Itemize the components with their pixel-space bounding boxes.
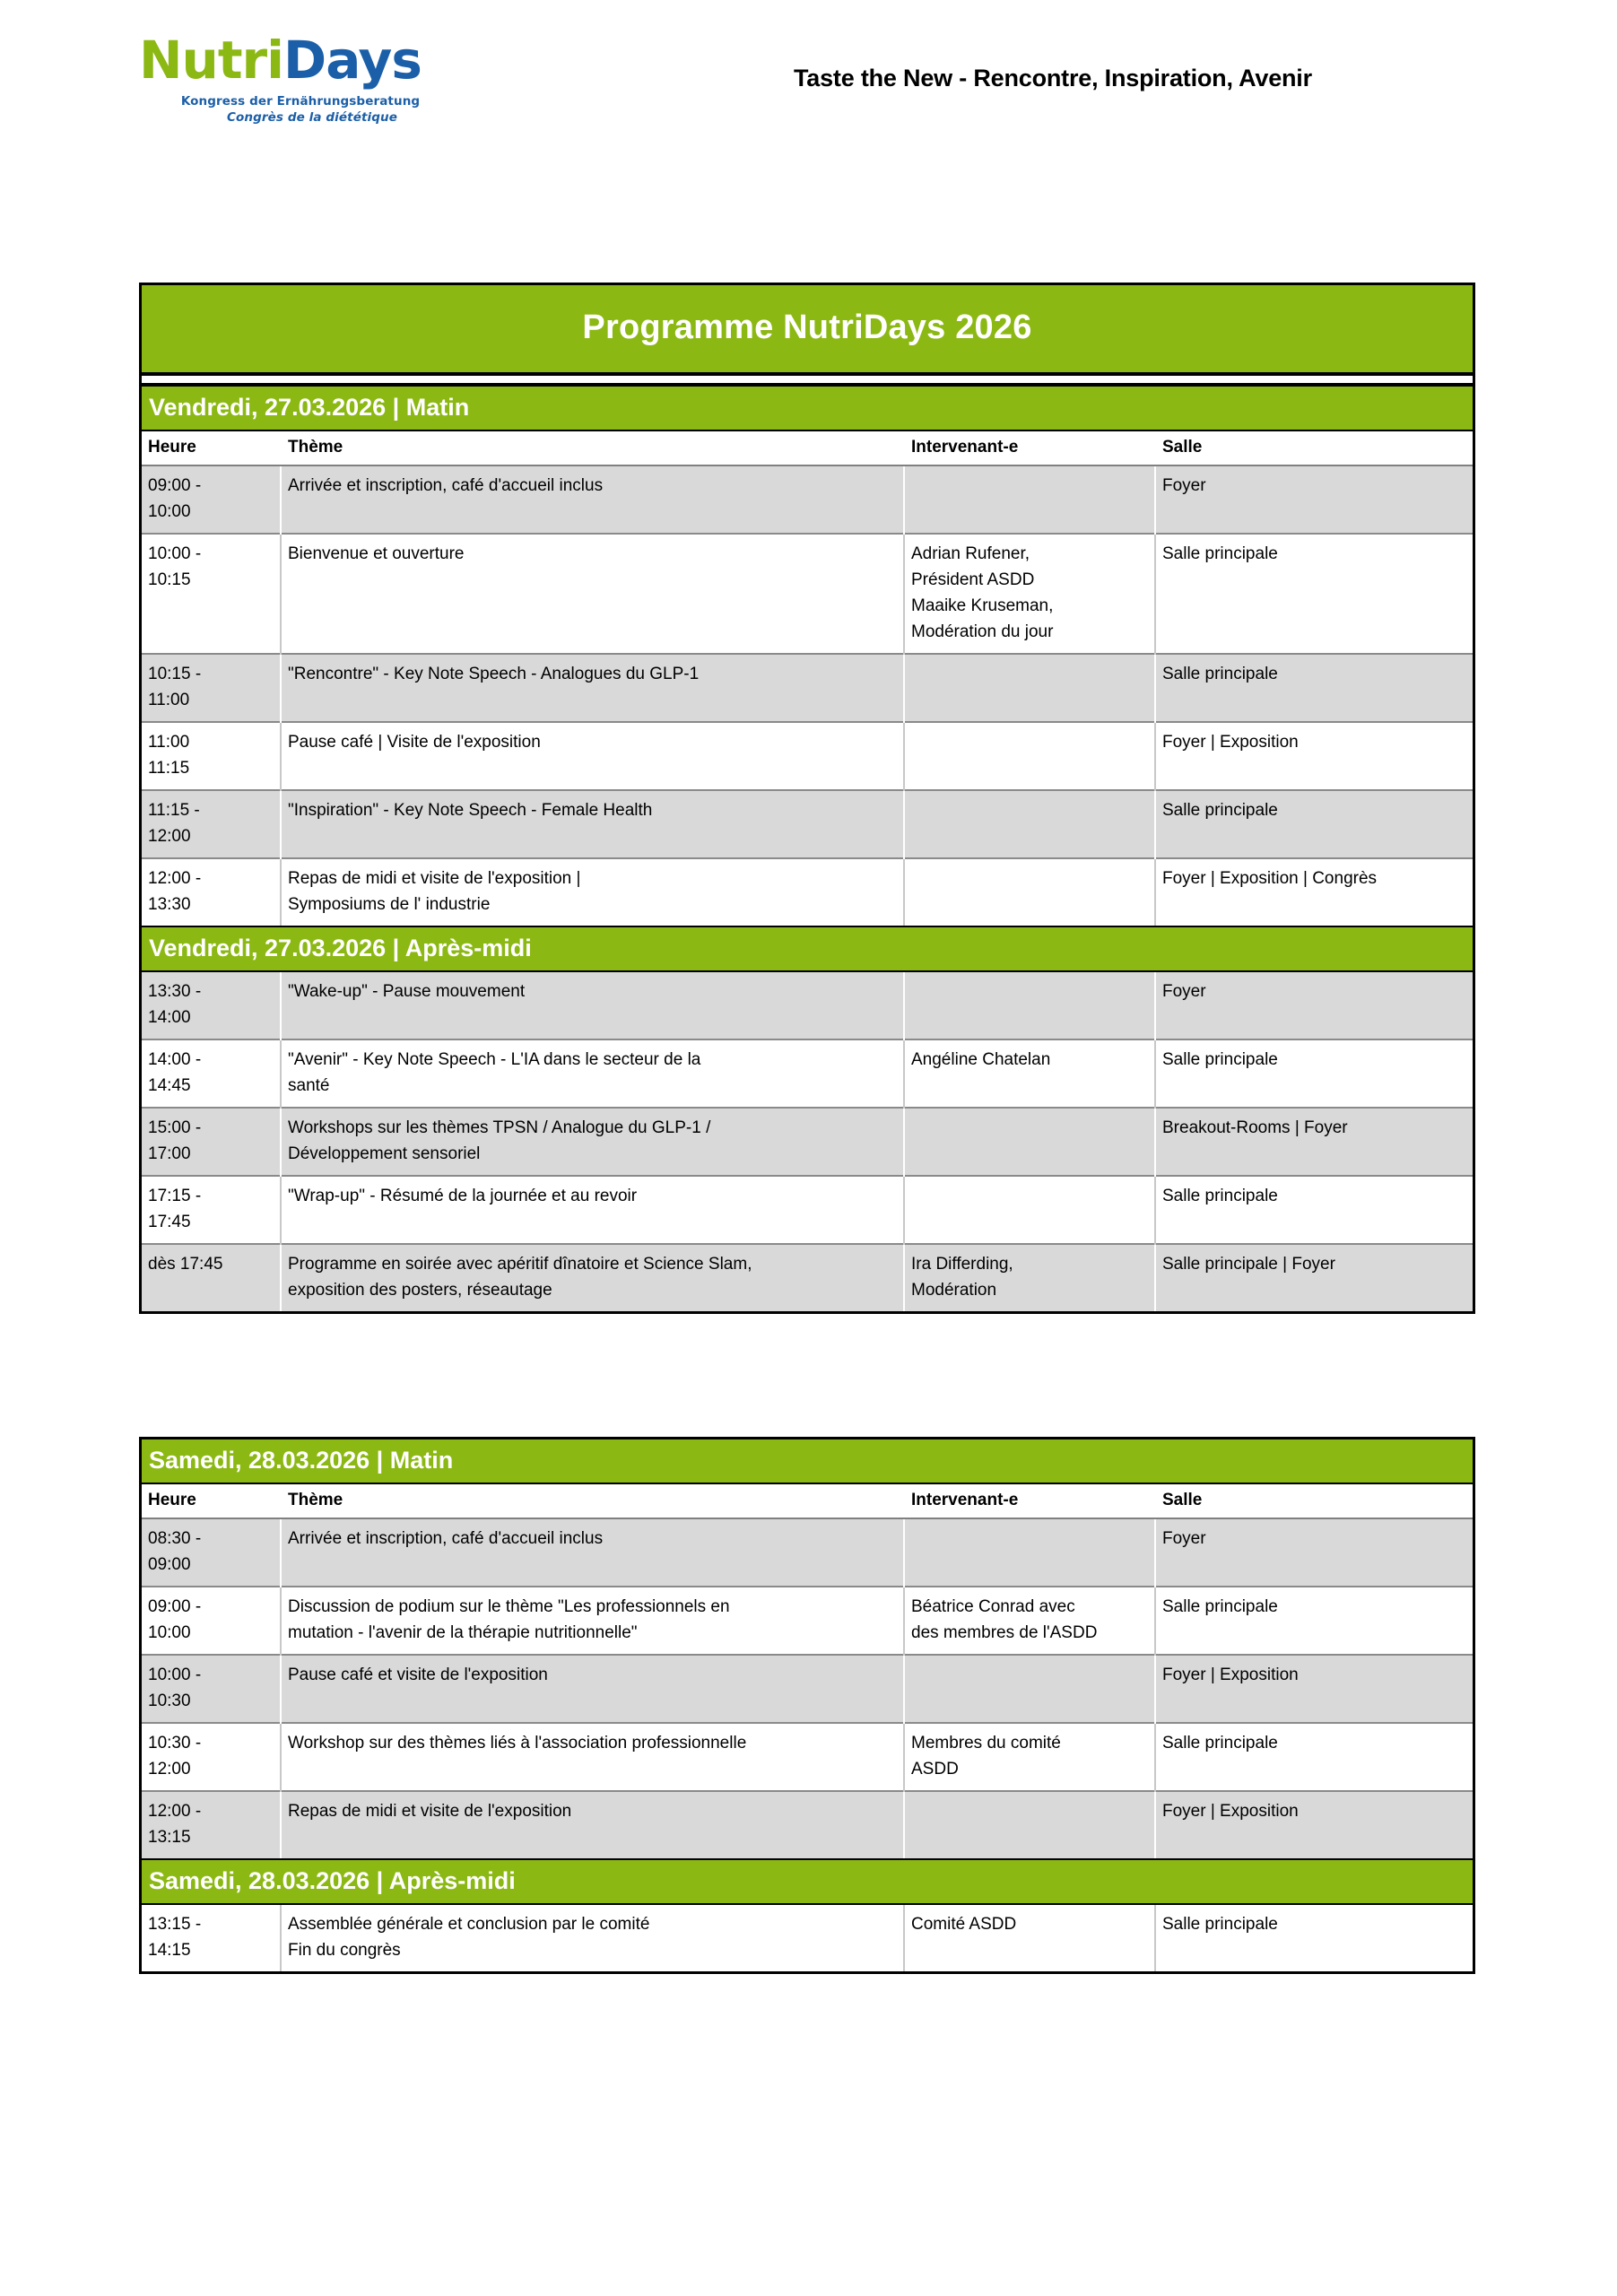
cell-salle [1155, 465, 1473, 534]
cell-line: 13:30 [148, 895, 191, 914]
cell-line: 13:15 [148, 1828, 191, 1847]
table-row [142, 465, 1473, 534]
cell-salle [1155, 1108, 1473, 1176]
cell-line: 08:30 - [148, 1529, 202, 1548]
table-row [142, 1518, 1473, 1587]
cell-line: Programme en soirée avec apéritif dînatoire et Science Slam, [288, 1255, 752, 1274]
column-header-theme: Thème [281, 431, 904, 465]
cell-line: Breakout-Rooms | Foyer [1162, 1118, 1348, 1137]
cell-line: Foyer [1162, 982, 1206, 1001]
page-title: Programme NutriDays 2026 [142, 285, 1473, 374]
cell-line: exposition des posters, réseautage [288, 1281, 552, 1300]
page-header [0, 0, 1617, 179]
cell-line: Béatrice Conrad avec [911, 1597, 1075, 1616]
cell-line: mutation - l'avenir de la thérapie nutritionnelle" [288, 1623, 638, 1642]
table-row [142, 858, 1473, 926]
cell-line: Foyer [1162, 476, 1206, 495]
cell-line: 10:00 - [148, 1665, 202, 1684]
table-row [142, 1655, 1473, 1723]
band-friday-morning: Vendredi, 27.03.2026 | Matin [142, 385, 1473, 431]
cell-line: Bienvenue et ouverture [288, 544, 465, 563]
cell-line: Modération du jour [911, 622, 1054, 641]
cell-heure [142, 1108, 281, 1176]
cell-salle [1155, 1723, 1473, 1791]
cell-intervenant [904, 1587, 1155, 1655]
logo-wordmark [139, 30, 462, 91]
cell-theme [281, 1905, 904, 1971]
column-header-salle: Salle [1155, 1484, 1473, 1518]
cell-line: Salle principale | Foyer [1162, 1255, 1335, 1274]
cell-theme [281, 972, 904, 1039]
column-header-heure: Heure [142, 431, 281, 465]
cell-line: Salle principale [1162, 1915, 1278, 1934]
cell-line: 13:15 - [148, 1915, 202, 1934]
cell-line: 10:30 - [148, 1734, 202, 1752]
cell-intervenant [904, 1244, 1155, 1311]
cell-line: 14:00 [148, 1008, 191, 1027]
cell-heure [142, 972, 281, 1039]
cell-line: ASDD [911, 1760, 959, 1779]
programme-table-friday [139, 283, 1475, 1314]
cell-theme [281, 1039, 904, 1108]
cell-line: 12:00 [148, 1760, 191, 1779]
cell-line: 14:00 - [148, 1050, 202, 1069]
cell-line: Foyer | Exposition [1162, 1802, 1299, 1821]
cell-salle [1155, 1587, 1473, 1655]
cell-heure [142, 1905, 281, 1971]
cell-heure [142, 1518, 281, 1587]
schedule-grid-friday-morning [142, 431, 1473, 926]
cell-line: Pause café et visite de l'exposition [288, 1665, 548, 1684]
cell-line: Workshop sur des thèmes liés à l'association professionnelle [288, 1734, 747, 1752]
cell-heure [142, 1039, 281, 1108]
cell-line: "Inspiration" - Key Note Speech - Female Health [288, 801, 653, 820]
cell-heure [142, 465, 281, 534]
cell-line: 10:30 [148, 1692, 191, 1710]
cell-theme [281, 1791, 904, 1858]
cell-line: 17:45 [148, 1213, 191, 1231]
table-row [142, 1587, 1473, 1655]
cell-line: Salle principale [1162, 544, 1278, 563]
cell-line: Repas de midi et visite de l'exposition | [288, 869, 581, 888]
cell-line: Symposiums de l' industrie [288, 895, 491, 914]
table-row [142, 790, 1473, 858]
cell-intervenant [904, 1039, 1155, 1108]
cell-line: Membres du comité [911, 1734, 1061, 1752]
table-body [142, 972, 1473, 1311]
table-row [142, 1244, 1473, 1311]
band-saturday-morning: Samedi, 28.03.2026 | Matin [142, 1439, 1473, 1484]
cell-intervenant [904, 1518, 1155, 1587]
cell-line: Adrian Rufener, [911, 544, 1030, 563]
cell-intervenant [904, 1905, 1155, 1971]
cell-heure [142, 1723, 281, 1791]
column-header-intervenant: Intervenant-e [904, 431, 1155, 465]
cell-theme [281, 1244, 904, 1311]
cell-heure [142, 722, 281, 790]
cell-line: 09:00 [148, 1555, 191, 1574]
cell-line: Développement sensoriel [288, 1144, 481, 1163]
logo-subtitle-german: Kongress der Ernährungsberatung [180, 94, 421, 109]
column-header-heure: Heure [142, 1484, 281, 1518]
cell-line: Foyer [1162, 1529, 1206, 1548]
cell-theme [281, 1723, 904, 1791]
table-body [142, 1905, 1473, 1971]
table-header-row [142, 1484, 1473, 1518]
cell-line: Salle principale [1162, 1187, 1278, 1205]
cell-theme [281, 654, 904, 722]
table-row [142, 654, 1473, 722]
logo-word-days: Days [283, 30, 422, 91]
cell-line: "Wake-up" - Pause mouvement [288, 982, 526, 1001]
cell-salle [1155, 1518, 1473, 1587]
cell-line: Maaike Kruseman, [911, 596, 1054, 615]
cell-line: Comité ASDD [911, 1915, 1017, 1934]
cell-line: 10:15 - [148, 665, 202, 683]
table-body [142, 1484, 1473, 1858]
cell-line: Arrivée et inscription, café d'accueil inclus [288, 1529, 604, 1548]
table-header-row [142, 431, 1473, 465]
cell-intervenant [904, 972, 1155, 1039]
cell-heure [142, 534, 281, 654]
column-header-theme: Thème [281, 1484, 904, 1518]
table-row [142, 1905, 1473, 1971]
cell-line: "Avenir" - Key Note Speech - L'IA dans le secteur de la [288, 1050, 701, 1069]
cell-salle [1155, 858, 1473, 926]
cell-salle [1155, 790, 1473, 858]
cell-line: Salle principale [1162, 1597, 1278, 1616]
table-row [142, 1791, 1473, 1858]
cell-heure [142, 1655, 281, 1723]
cell-salle [1155, 1905, 1473, 1971]
cell-heure [142, 1587, 281, 1655]
cell-salle [1155, 1244, 1473, 1311]
cell-line: Angéline Chatelan [911, 1050, 1051, 1069]
cell-line: Ira Differding, [911, 1255, 1013, 1274]
column-header-intervenant: Intervenant-e [904, 1484, 1155, 1518]
cell-intervenant [904, 1655, 1155, 1723]
cell-theme [281, 1655, 904, 1723]
cell-heure [142, 1791, 281, 1858]
cell-theme [281, 722, 904, 790]
cell-line: "Wrap-up" - Résumé de la journée et au revoir [288, 1187, 638, 1205]
cell-line: des membres de l'ASDD [911, 1623, 1098, 1642]
cell-line: 13:30 - [148, 982, 202, 1001]
event-tagline: Taste the New - Rencontre, Inspiration, Avenir [794, 65, 1312, 91]
cell-line: 11:00 [148, 691, 190, 709]
cell-line: 10:00 [148, 1623, 191, 1642]
cell-line: 17:00 [148, 1144, 191, 1163]
cell-salle [1155, 654, 1473, 722]
cell-line: dès 17:45 [148, 1255, 223, 1274]
table-body [142, 431, 1473, 926]
table-row [142, 534, 1473, 654]
cell-line: Président ASDD [911, 570, 1035, 589]
schedule-grid-friday-afternoon [142, 972, 1473, 1311]
cell-line: Salle principale [1162, 665, 1278, 683]
cell-line: Salle principale [1162, 1050, 1278, 1069]
table-row [142, 722, 1473, 790]
nutridays-logo [139, 30, 462, 125]
cell-line: 11:15 - [148, 801, 200, 820]
cell-intervenant [904, 1176, 1155, 1244]
cell-theme [281, 1176, 904, 1244]
cell-line: Foyer | Exposition [1162, 733, 1299, 752]
band-friday-afternoon: Vendredi, 27.03.2026 | Après-midi [142, 926, 1473, 972]
table-row [142, 972, 1473, 1039]
cell-line: 10:00 - [148, 544, 202, 563]
cell-salle [1155, 1655, 1473, 1723]
cell-line: 09:00 - [148, 1597, 202, 1616]
cell-line: 11:15 [148, 759, 190, 778]
cell-heure [142, 654, 281, 722]
cell-intervenant [904, 534, 1155, 654]
cell-intervenant [904, 1108, 1155, 1176]
cell-line: 10:00 [148, 502, 191, 521]
cell-line: 12:00 - [148, 869, 202, 888]
column-header-salle: Salle [1155, 431, 1473, 465]
cell-line: Workshops sur les thèmes TPSN / Analogue du GLP-1 / [288, 1118, 711, 1137]
logo-word-nutri: Nutri [139, 30, 284, 91]
cell-salle [1155, 534, 1473, 654]
cell-line: "Rencontre" - Key Note Speech - Analogues du GLP-1 [288, 665, 700, 683]
cell-theme [281, 1108, 904, 1176]
cell-intervenant [904, 790, 1155, 858]
cell-salle [1155, 972, 1473, 1039]
cell-theme [281, 534, 904, 654]
cell-line: Foyer | Exposition | Congrès [1162, 869, 1378, 888]
cell-line: santé [288, 1076, 330, 1095]
cell-line: 14:45 [148, 1076, 191, 1095]
table-row [142, 1176, 1473, 1244]
cell-intervenant [904, 654, 1155, 722]
cell-line: Repas de midi et visite de l'exposition [288, 1802, 572, 1821]
table-row [142, 1039, 1473, 1108]
cell-intervenant [904, 465, 1155, 534]
cell-line: 10:15 [148, 570, 191, 589]
cell-line: Modération [911, 1281, 997, 1300]
cell-heure [142, 790, 281, 858]
cell-intervenant [904, 1723, 1155, 1791]
cell-intervenant [904, 1791, 1155, 1858]
schedule-grid-saturday-afternoon [142, 1905, 1473, 1971]
cell-line: 09:00 - [148, 476, 202, 495]
cell-line: Assemblée générale et conclusion par le comité [288, 1915, 650, 1934]
table-row [142, 1723, 1473, 1791]
cell-line-blank [148, 1277, 274, 1303]
cell-intervenant [904, 722, 1155, 790]
schedule-grid-saturday-morning [142, 1484, 1473, 1858]
cell-line: Fin du congrès [288, 1941, 401, 1960]
cell-line: 15:00 - [148, 1118, 202, 1137]
cell-salle [1155, 1176, 1473, 1244]
cell-theme [281, 1518, 904, 1587]
cell-salle [1155, 722, 1473, 790]
cell-line: 11:00 [148, 733, 190, 752]
logo-subtitle-french: Congrès de la diététique [227, 110, 397, 125]
table-row [142, 1108, 1473, 1176]
cell-heure [142, 1176, 281, 1244]
cell-line: Foyer | Exposition [1162, 1665, 1299, 1684]
cell-line: Salle principale [1162, 801, 1278, 820]
title-spacer [142, 374, 1473, 385]
cell-intervenant [904, 858, 1155, 926]
cell-salle [1155, 1791, 1473, 1858]
cell-theme [281, 858, 904, 926]
cell-line: Pause café | Visite de l'exposition [288, 733, 541, 752]
cell-line: 12:00 - [148, 1802, 202, 1821]
cell-line: 12:00 [148, 827, 191, 846]
cell-line: Arrivée et inscription, café d'accueil inclus [288, 476, 604, 495]
cell-line: 14:15 [148, 1941, 191, 1960]
cell-line: Discussion de podium sur le thème "Les professionnels en [288, 1597, 730, 1616]
band-saturday-afternoon: Samedi, 28.03.2026 | Après-midi [142, 1858, 1473, 1905]
cell-theme [281, 465, 904, 534]
cell-theme [281, 1587, 904, 1655]
cell-theme [281, 790, 904, 858]
programme-table-saturday [139, 1437, 1475, 1974]
cell-heure [142, 1244, 281, 1311]
cell-line: Salle principale [1162, 1734, 1278, 1752]
cell-line: 17:15 - [148, 1187, 202, 1205]
cell-salle [1155, 1039, 1473, 1108]
cell-heure [142, 858, 281, 926]
